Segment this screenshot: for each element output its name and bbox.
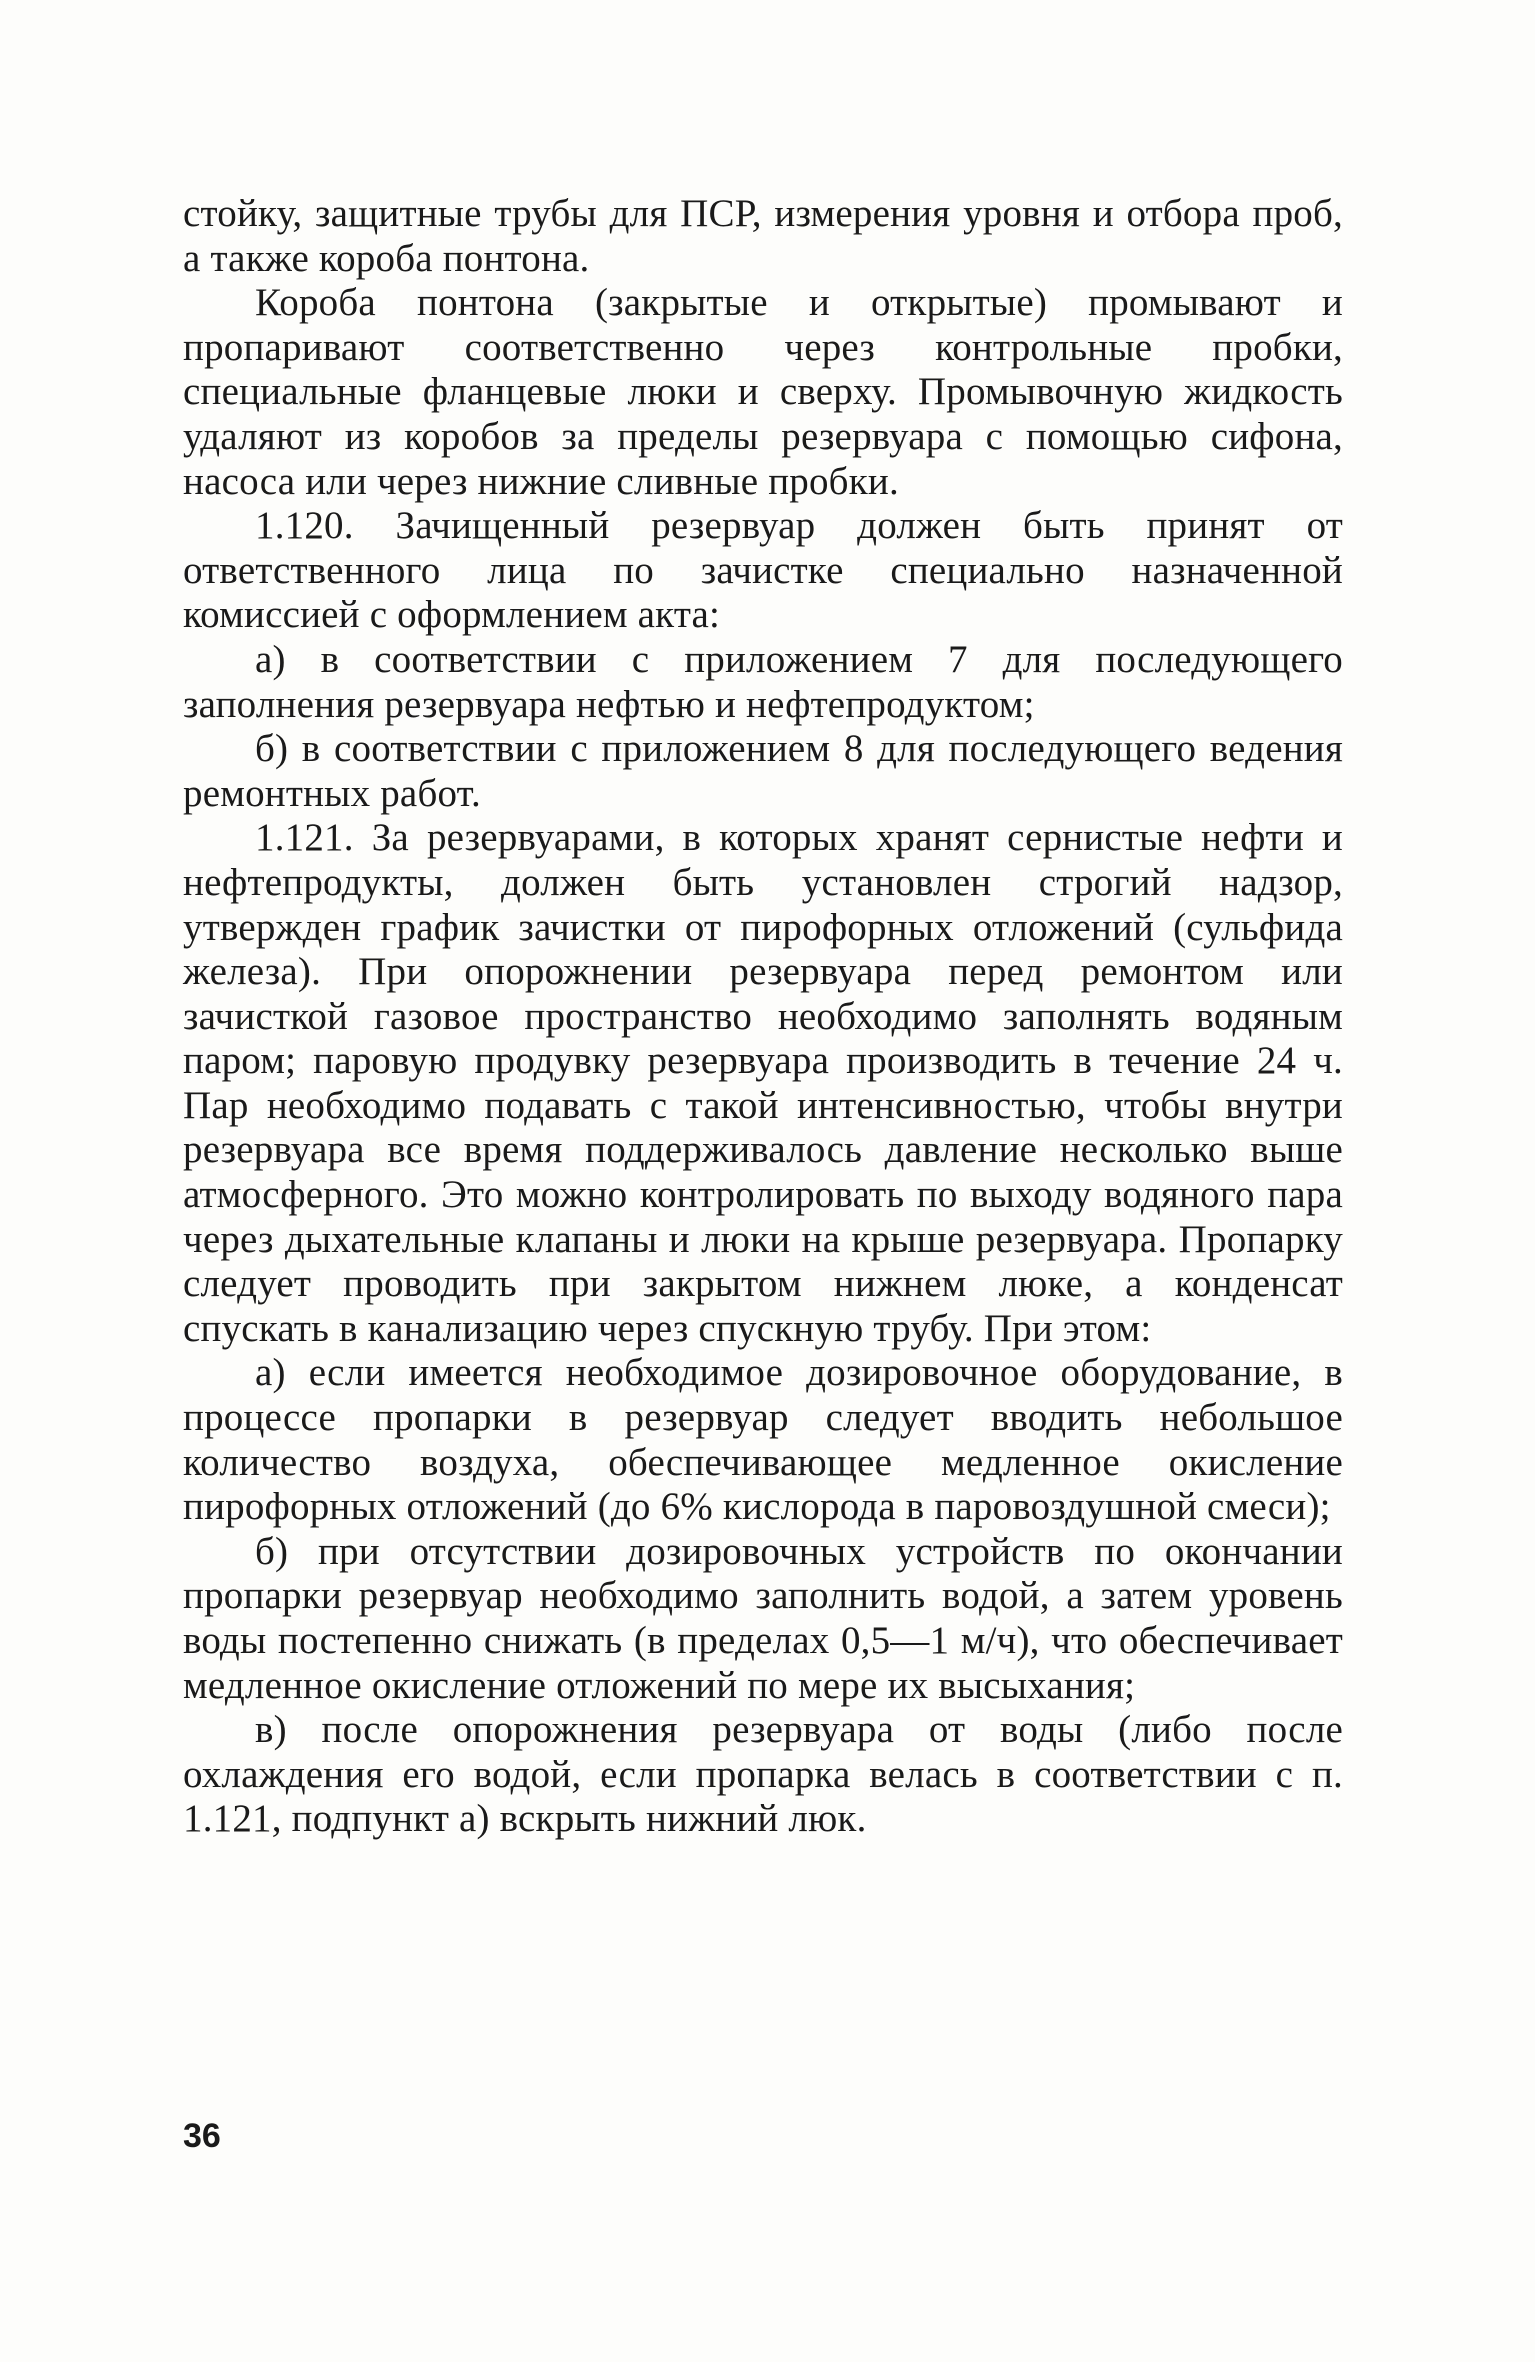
paragraph-continuation: стойку, защитные трубы для ПСР, измерения уровня и отбора проб, а также короба понтона. [183, 192, 1343, 280]
list-item-1-121-a: а) если имеется необходимое дозировочное оборудование, в процессе пропарки в резервуар следует вводить небольшое количество воздуха, обеспечивающее медленное окисление пирофорных отложений (до 6% кислорода в паровоздушной смеси); [183, 1351, 1343, 1529]
list-item-1-121-c: в) после опорожнения резервуара от воды (либо после охлаждения его водой, если пропарка велась в соответствии с п. 1.121, подпункт а) вскрыть нижний люк. [183, 1708, 1343, 1841]
paragraph-1-121: 1.121. За резервуарами, в которых хранят сернистые нефти и нефтепродукты, должен быть установлен строгий надзор, утвержден график зачистки от пирофорных отложений (сульфида железа). При опорожнении резервуара перед ремонтом или зачисткой газовое пространство необходимо заполнять водяным паром; паровую продувку резервуара производить в течение 24 ч. Пар необходимо подавать с такой интенсивностью, чтобы внутри резервуара все время поддерживалось давление несколько выше атмосферного. Это можно контролировать по выходу водяного пара через дыхательные клапаны и люки на крыше резервуара. Пропарку следует проводить при закрытом нижнем люке, а конденсат спускать в канализацию через спускную трубу. При этом: [183, 816, 1343, 1350]
page-number: 36 [183, 2117, 221, 2155]
list-item-1-120-a: а) в соответствии с приложением 7 для последующего заполнения резервуара нефтью и нефтепродуктом; [183, 637, 1343, 726]
list-item-1-120-b: б) в соответствии с приложением 8 для последующего ведения ремонтных работ. [183, 727, 1343, 815]
body-text [183, 192, 1343, 1842]
list-item-1-121-b: б) при отсутствии дозировочных устройств по окончании пропарки резервуар необходимо заполнить водой, а затем уровень воды постепенно снижать (в пределах 0,5—1 м/ч), что обеспечивает медленное окисление отложений по мере их высыхания; [183, 1529, 1343, 1707]
paragraph-pontoon-boxes: Короба понтона (закрытые и открытые) промывают и пропаривают соответственно через контрольные пробки, специальные фланцевые люки и сверху. Промывочную жидкость удаляют из коробов за пределы резервуара с помощью сифона, насоса или через нижние сливные пробки. [183, 281, 1343, 503]
paragraph-1-120: 1.120. Зачищенный резервуар должен быть принят от ответственного лица по зачистке специально назначенной комиссией с оформлением акта: [183, 504, 1343, 637]
